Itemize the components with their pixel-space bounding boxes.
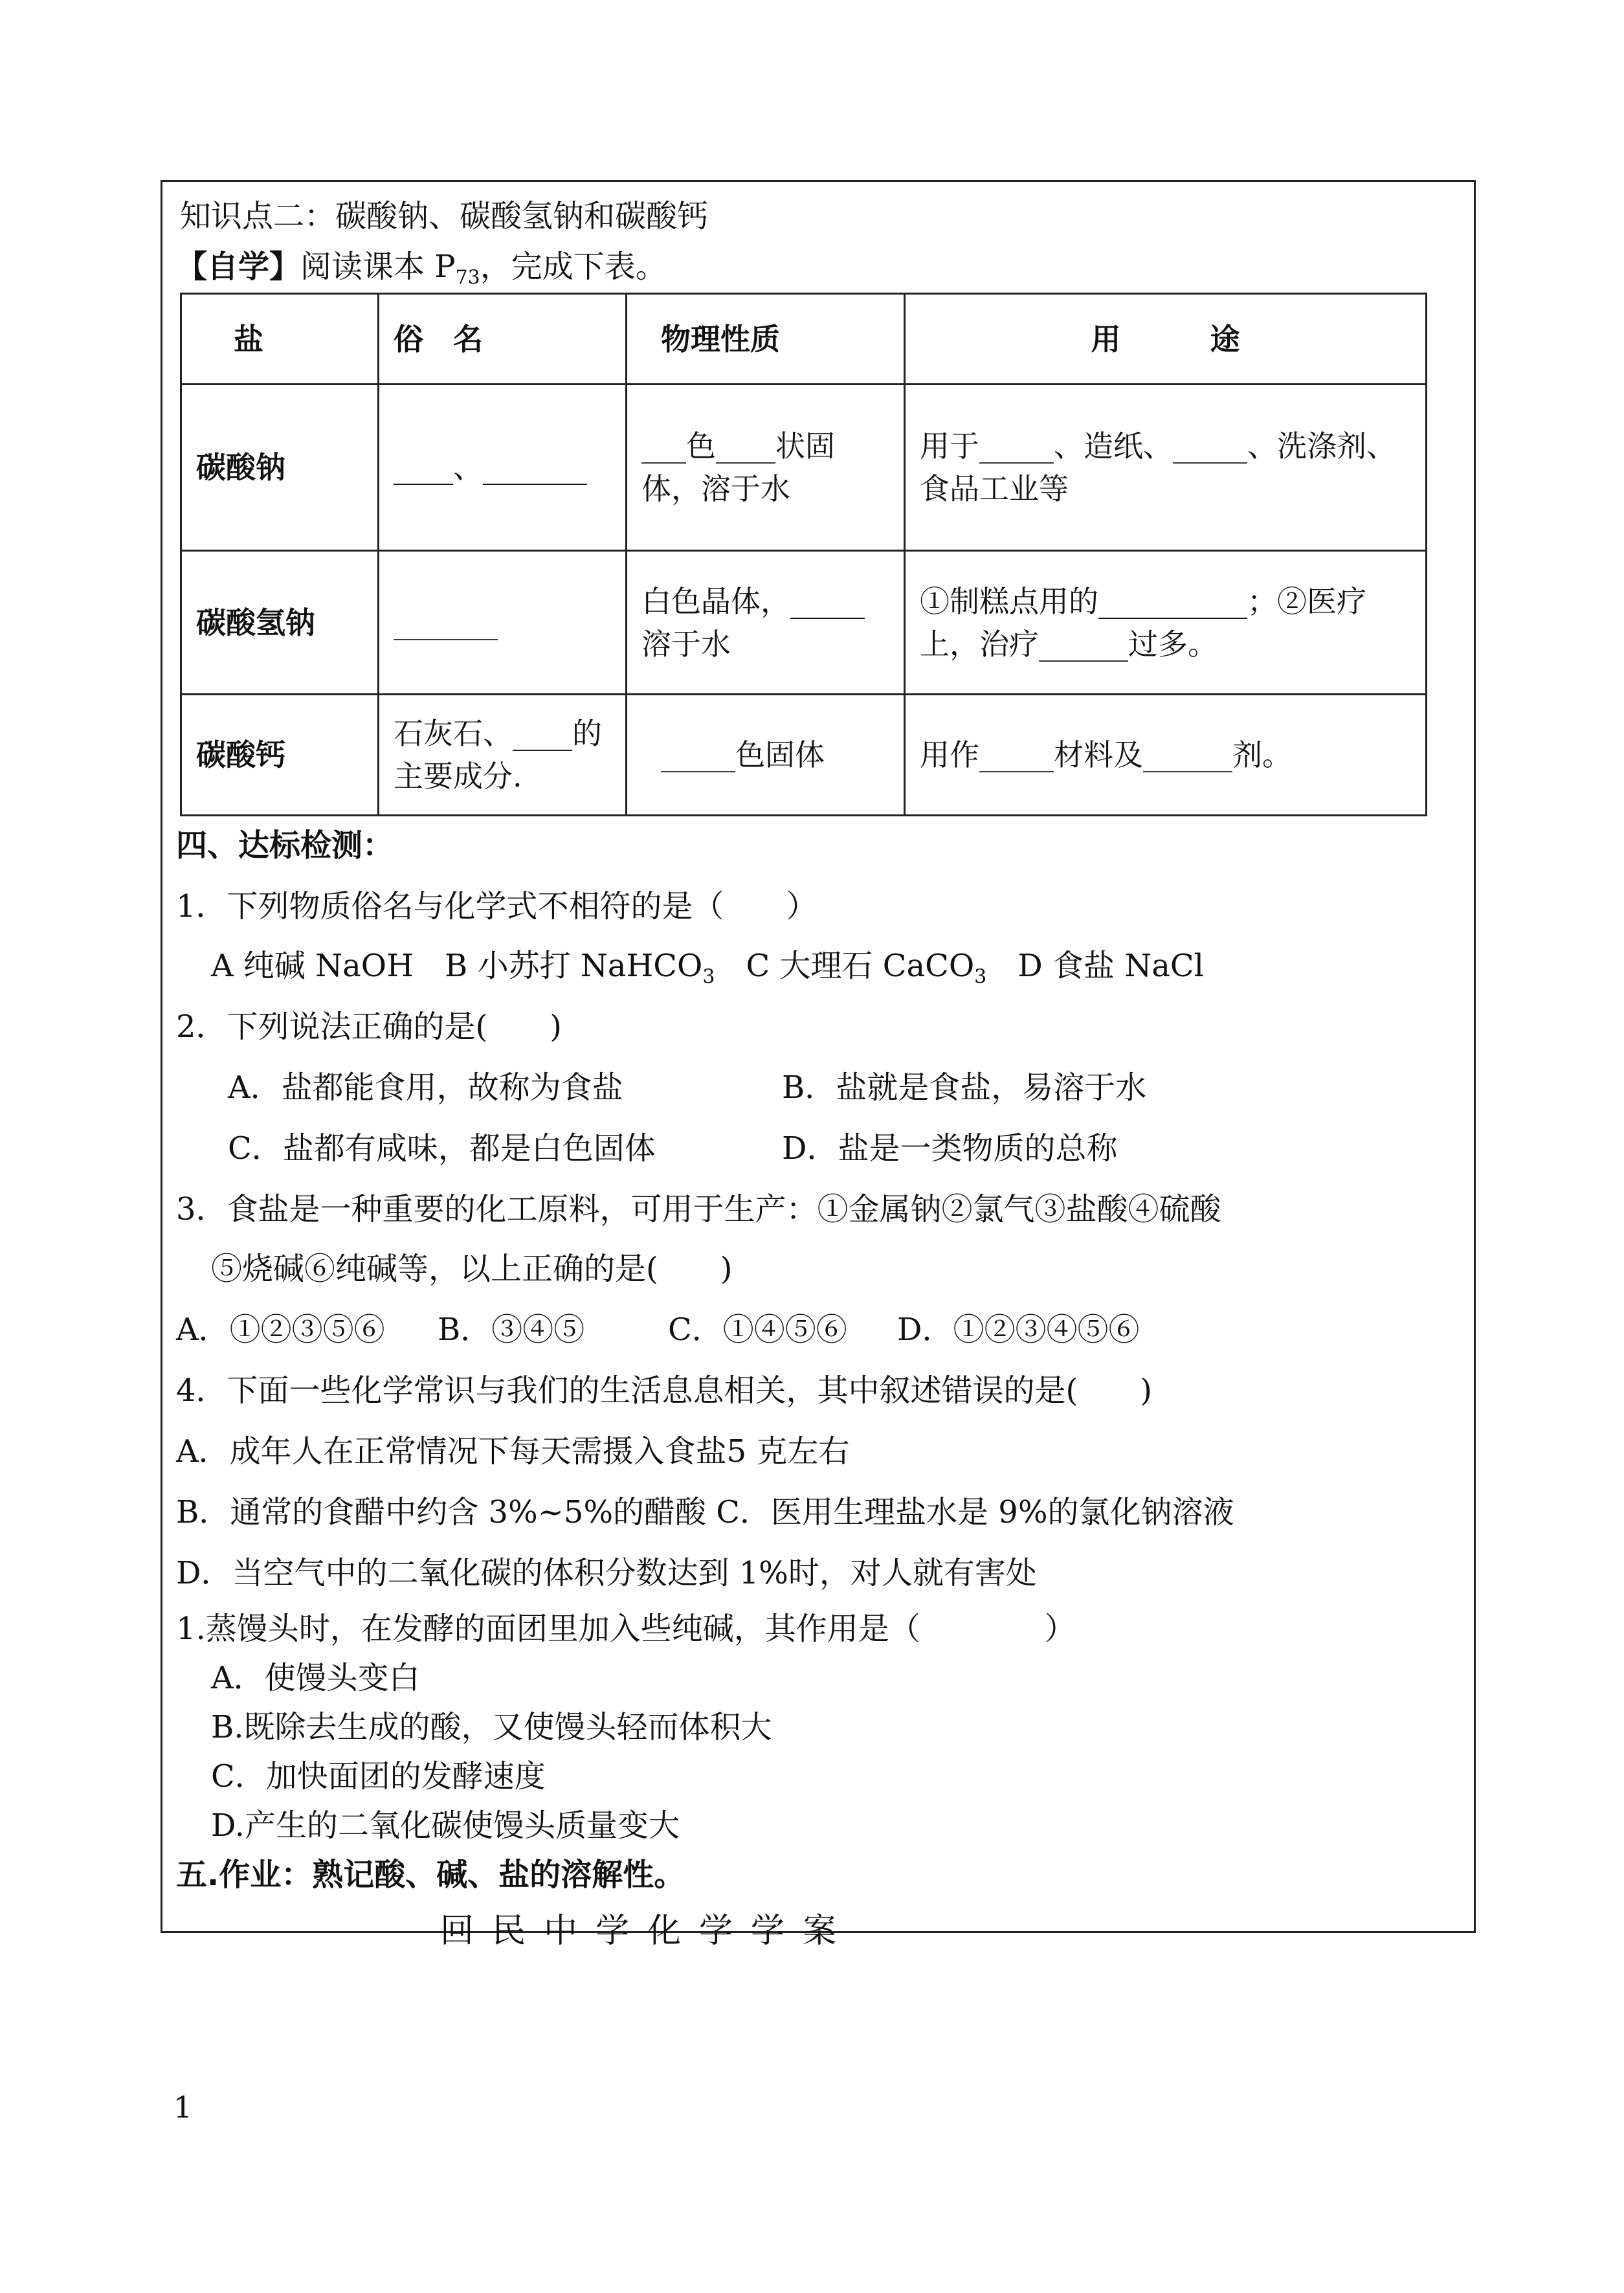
q2-option-c: C．盐都有咸味，都是白色固体 — [228, 1130, 656, 1167]
q2-option-a: A．盐都能食用，故称为食盐 — [228, 1069, 623, 1106]
q4-option-d: D．当空气中的二氧化碳的体积分数达到 1%时，对人就有害处 — [176, 1555, 1037, 1591]
q2-option-d: D．盐是一类物质的总称 — [782, 1130, 1118, 1167]
footer-title: 回民中学化学学案 — [440, 1912, 855, 1951]
q4-option-b-c: B．通常的食醋中约含 3%~5%的醋酸 C．医用生理盐水是 9%的氯化钠溶液 — [176, 1494, 1234, 1530]
q3-option-c: C．①④⑤⑥ — [668, 1312, 847, 1348]
salts-table — [180, 293, 1427, 816]
q5-option-c: C．加快面团的发酵速度 — [211, 1758, 546, 1795]
q1-option-b: B 小苏打 NaHCO — [445, 948, 703, 984]
q1-option-c: C 大理石 CaCO — [746, 948, 975, 984]
q4-option-a: A．成年人在正常情况下每天需摄入食盐5 克左右 — [176, 1433, 850, 1470]
table-row — [181, 551, 1427, 695]
section5-title: 五.作业：熟记酸、碱、盐的溶解性。 — [176, 1857, 685, 1893]
row-alias: ____、_______ — [379, 385, 627, 551]
header-use: 用 途 — [905, 294, 1427, 385]
selfstudy-tag: 【自学】 — [176, 249, 301, 285]
table-row — [181, 695, 1427, 816]
row-name: 碳酸氢钠 — [181, 551, 379, 695]
header-salt: 盐 — [181, 294, 379, 385]
section-heading: 知识点二：碳酸钠、碳酸氢钠和碳酸钙 — [180, 198, 709, 234]
q3-stem-line1: 3．食盐是一种重要的化工原料，可用于生产：①金属钠②氯气③盐酸④硫酸 — [176, 1191, 1221, 1227]
q4-stem: 4．下面一些化学常识与我们的生活息息相关，其中叙述错误的是( ) — [176, 1372, 1152, 1409]
q5-option-d: D.产生的二氧化碳使馒头质量变大 — [211, 1807, 680, 1844]
row-use: 用于_____、造纸、_____、洗涤剂、食品工业等 — [905, 385, 1427, 551]
selfstudy-page-sub: 73 — [455, 266, 480, 289]
q5-option-b: B.既除去生成的酸，又使馒头轻而体积大 — [211, 1709, 772, 1745]
q3-option-b: B．③④⑤ — [438, 1312, 585, 1348]
row-use: 用作_____材料及______剂。 — [905, 695, 1427, 816]
selfstudy-text-post: ，完成下表。 — [480, 249, 667, 285]
table-header-row — [181, 294, 1427, 385]
q1-option-a: A 纯碱 NaOH — [211, 948, 414, 984]
row-alias: 石灰石、____的主要成分. — [379, 695, 627, 816]
page-number: 1 — [173, 2090, 193, 2125]
selfstudy-text: 阅读课本 P — [300, 249, 456, 285]
row-alias: _______ — [379, 551, 627, 695]
q2-option-b: B．盐就是食盐，易溶于水 — [782, 1069, 1147, 1106]
table-row — [181, 385, 1427, 551]
q1-stem: 1．下列物质俗名与化学式不相符的是（ ） — [176, 888, 818, 924]
q1-option-b-sub: 3 — [702, 965, 715, 989]
row-name: 碳酸钠 — [181, 385, 379, 551]
row-physical: ___色____状固体，溶于水 — [627, 385, 905, 551]
row-name: 碳酸钙 — [181, 695, 379, 816]
row-use: ①制糕点用的__________；②医疗上，治疗______过多。 — [905, 551, 1427, 695]
q5-stem: 1.蒸馒头时，在发酵的面团里加入些纯碱，其作用是（ ） — [176, 1611, 1076, 1647]
q3-stem-line2: ⑤烧碱⑥纯碱等，以上正确的是( ) — [211, 1251, 733, 1287]
q3-option-d: D．①②③④⑤⑥ — [897, 1312, 1140, 1348]
header-alias: 俗 名 — [379, 294, 627, 385]
row-physical: _____色固体 — [627, 695, 905, 816]
row-physical: 白色晶体，_____溶于水 — [627, 551, 905, 695]
q2-stem: 2．下列说法正确的是( ) — [176, 1009, 562, 1045]
section4-title: 四、达标检测： — [176, 827, 394, 864]
selfstudy-line — [176, 247, 667, 289]
q5-option-a: A．使馒头变白 — [211, 1660, 420, 1696]
q1-option-c-sub: 3 — [974, 965, 987, 989]
q1-options — [211, 946, 1204, 989]
q3-option-a: A．①②③⑤⑥ — [176, 1312, 385, 1348]
header-physical: 物理性质 — [627, 294, 905, 385]
q1-option-d: D 食盐 NaCl — [1018, 948, 1204, 984]
